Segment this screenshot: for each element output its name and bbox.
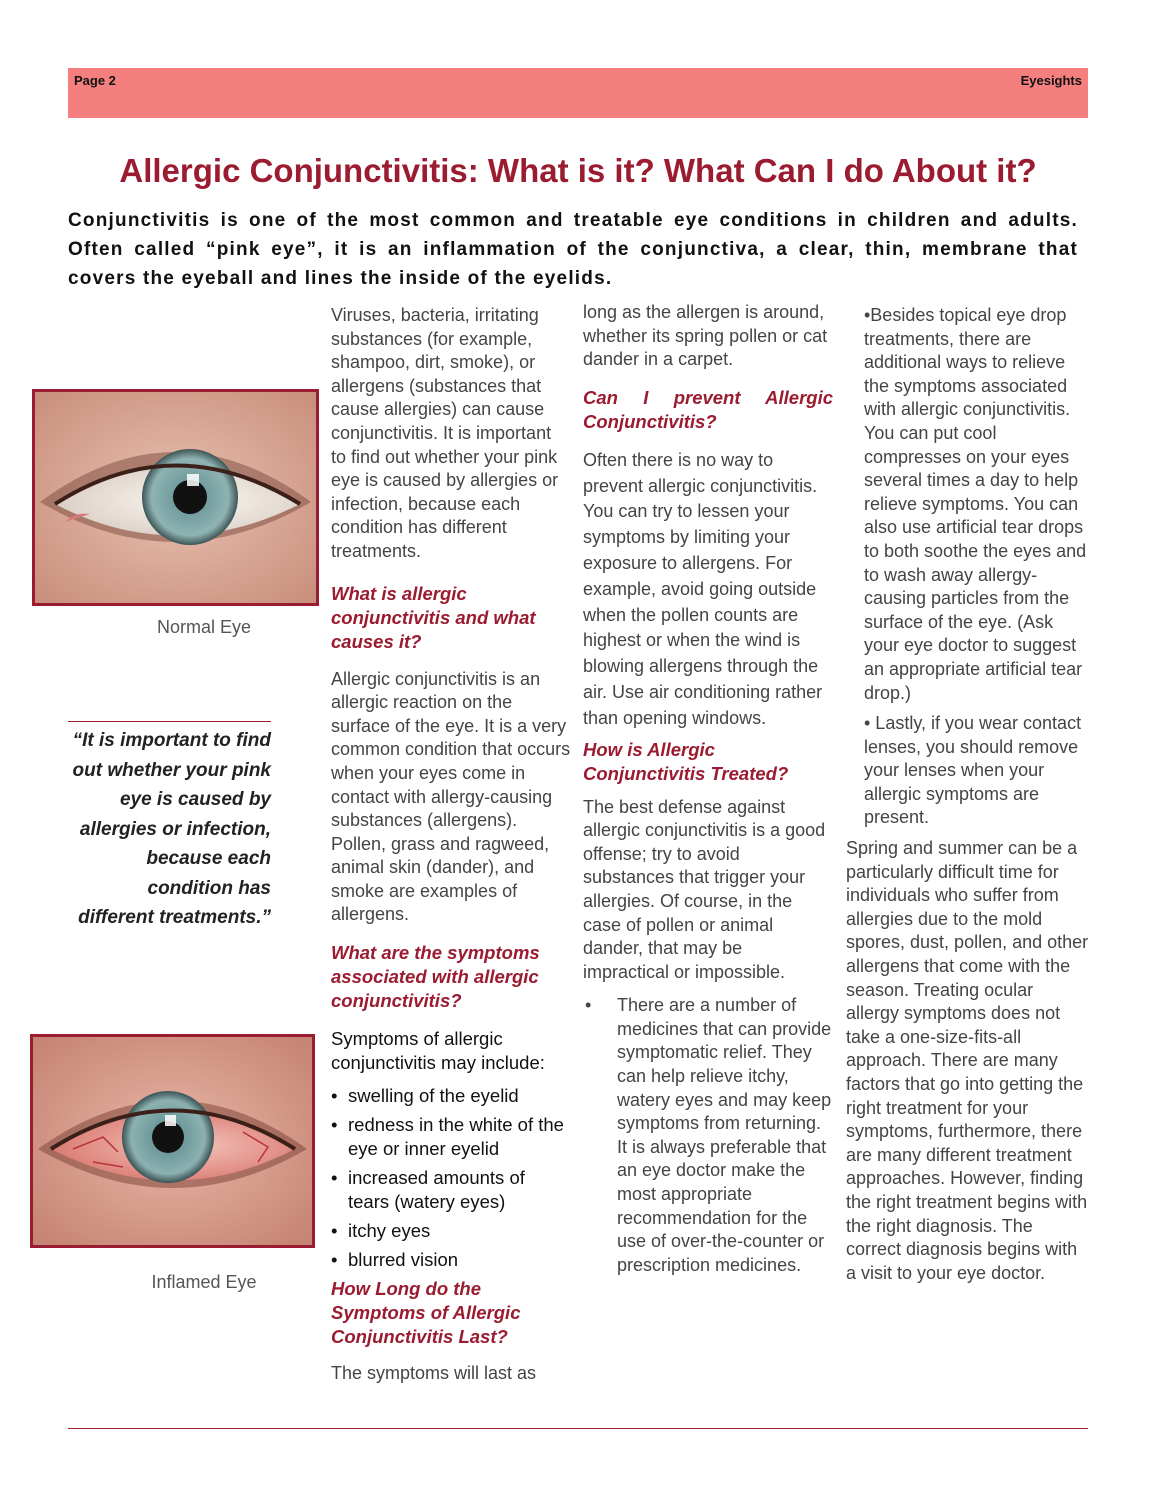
page-number: Page 2 bbox=[74, 73, 116, 88]
article-title: Allergic Conjunctivitis: What is it? What Can I do About it? bbox=[119, 152, 1037, 189]
col1-heading-2: What are the symptoms associated with allergic conjunctivitis? bbox=[331, 942, 540, 1012]
col2-heading-2: How is Allergic Conjunctivitis Treated? bbox=[583, 738, 789, 784]
publication-name: Eyesights bbox=[1020, 73, 1082, 88]
article-intro: Conjunctivitis is one of the most common and treatable eye conditions in children and adults. Often called “pink eye”, it is an inflammation of the conjunctiva, a clear, thin, membrane that covers the eyeball and lines the inside of the eyelids. bbox=[68, 210, 1078, 289]
col2-paragraph-3: The best defense against allergic conjunctivitis is a good offense; try to avoid substances that trigger your allergies. Of course, in the case of pollen or animal dander, that may be impractical or impossible. bbox=[583, 796, 826, 982]
col1-paragraph-4: The symptoms will last as bbox=[331, 1363, 537, 1384]
col3-paragraph-2: • Lastly, if you wear contact lenses, you should remove your lenses when your allergic symptoms are present. bbox=[864, 713, 1082, 828]
article-column-3 bbox=[846, 304, 1090, 1285]
col1-heading-1: What is allergic conjunctivitis and what causes it? bbox=[331, 582, 536, 652]
list-item: • itchy eyes bbox=[331, 1219, 571, 1243]
inflamed-eye-image bbox=[30, 1034, 315, 1248]
symptoms-list bbox=[331, 1084, 571, 1272]
col1-paragraph-2: Allergic conjunctivitis is an allergic reaction on the surface of the eye. It is a very common condition that occurs when your eyes come in contact with allergy-causing substances (allergens). Pollen, grass and ragweed, animal skin (dander), and smoke are examples of allergens. bbox=[331, 668, 571, 925]
col1-paragraph-1: Viruses, bacteria, irritating substances (for example, shampoo, dirt, smoke), or allergens (substances that cause allergies) can cause conjunctivitis. It is important to find out whether your pink eye is caused by allergies or infection, because each condition has different treatments. bbox=[331, 305, 559, 561]
normal-eye-image bbox=[32, 389, 319, 606]
col3-paragraph-3: Spring and summer can be a particularly difficult time for individuals who suffer from allergies due to the mold spores, dust, pollen, and other allergens that come with the season. Treating ocular allergy symptoms does not take a one-size-fits-all approach. There are many factors that go into getting the right treatment for your symptoms, furthermore, there are many different treatment approaches. However, finding the right treatment begins with the right diagnosis. The correct diagnosis begins with a visit to your eye doctor. bbox=[846, 838, 1089, 1283]
footer-divider bbox=[68, 1428, 1088, 1429]
normal-eye-caption: Normal Eye bbox=[156, 617, 252, 637]
list-item: • redness in the white of the eye or inner eyelid bbox=[331, 1113, 571, 1161]
list-item: • increased amounts of tears (watery eyes) bbox=[331, 1166, 571, 1214]
pull-quote: “It is important to find out whether your pink eye is caused by allergies or infection, because each condition has different treatments.” bbox=[68, 721, 271, 933]
list-item: • blurred vision bbox=[331, 1248, 571, 1272]
page-header bbox=[68, 68, 1088, 118]
article-column-2 bbox=[583, 301, 833, 1277]
article-column-1 bbox=[331, 304, 571, 1386]
list-item: • swelling of the eyelid bbox=[331, 1084, 571, 1108]
col1-paragraph-3: Symptoms of allergic conjunctivitis may include: bbox=[331, 1028, 545, 1073]
col1-heading-3: How Long do the Symptoms of Allergic Conjunctivitis Last? bbox=[331, 1278, 521, 1348]
col2-medicines-bullet: • There are a number of medicines that can provide symptomatic relief. They can help relieve itchy, watery eyes and may keep symptoms from returning. It is always preferable that an eye doctor make the most appropriate recommendation for the use of over-the-counter or prescription medicines. bbox=[583, 994, 833, 1277]
inflamed-eye-caption: Inflamed Eye bbox=[151, 1272, 257, 1292]
col2-paragraph-1: long as the allergen is around, whether its spring pollen or cat dander in a carpet. bbox=[583, 302, 828, 370]
col2-paragraph-2: Often there is no way to prevent allergic conjunctivitis. You can try to lessen your symptoms by limiting your exposure to allergens. For example, avoid going outside when the pollen counts are highest or when the wind is blowing allergens through the air. Use air conditioning rather than opening windows. bbox=[583, 449, 823, 728]
col2-heading-1: Can I prevent Allergic Conjunctivitis? bbox=[583, 386, 833, 432]
col3-paragraph-1: •Besides topical eye drop treatments, there are additional ways to relieve the symptoms associated with allergic conjunctivitis. You can put cool compresses on your eyes several times a day to help relieve symptoms. You can also use artificial tear drops to both soothe the eyes and to wash away allergy-causing particles from the surface of the eye. (Ask your eye doctor to suggest an appropriate artificial tear drop.) bbox=[864, 305, 1087, 703]
